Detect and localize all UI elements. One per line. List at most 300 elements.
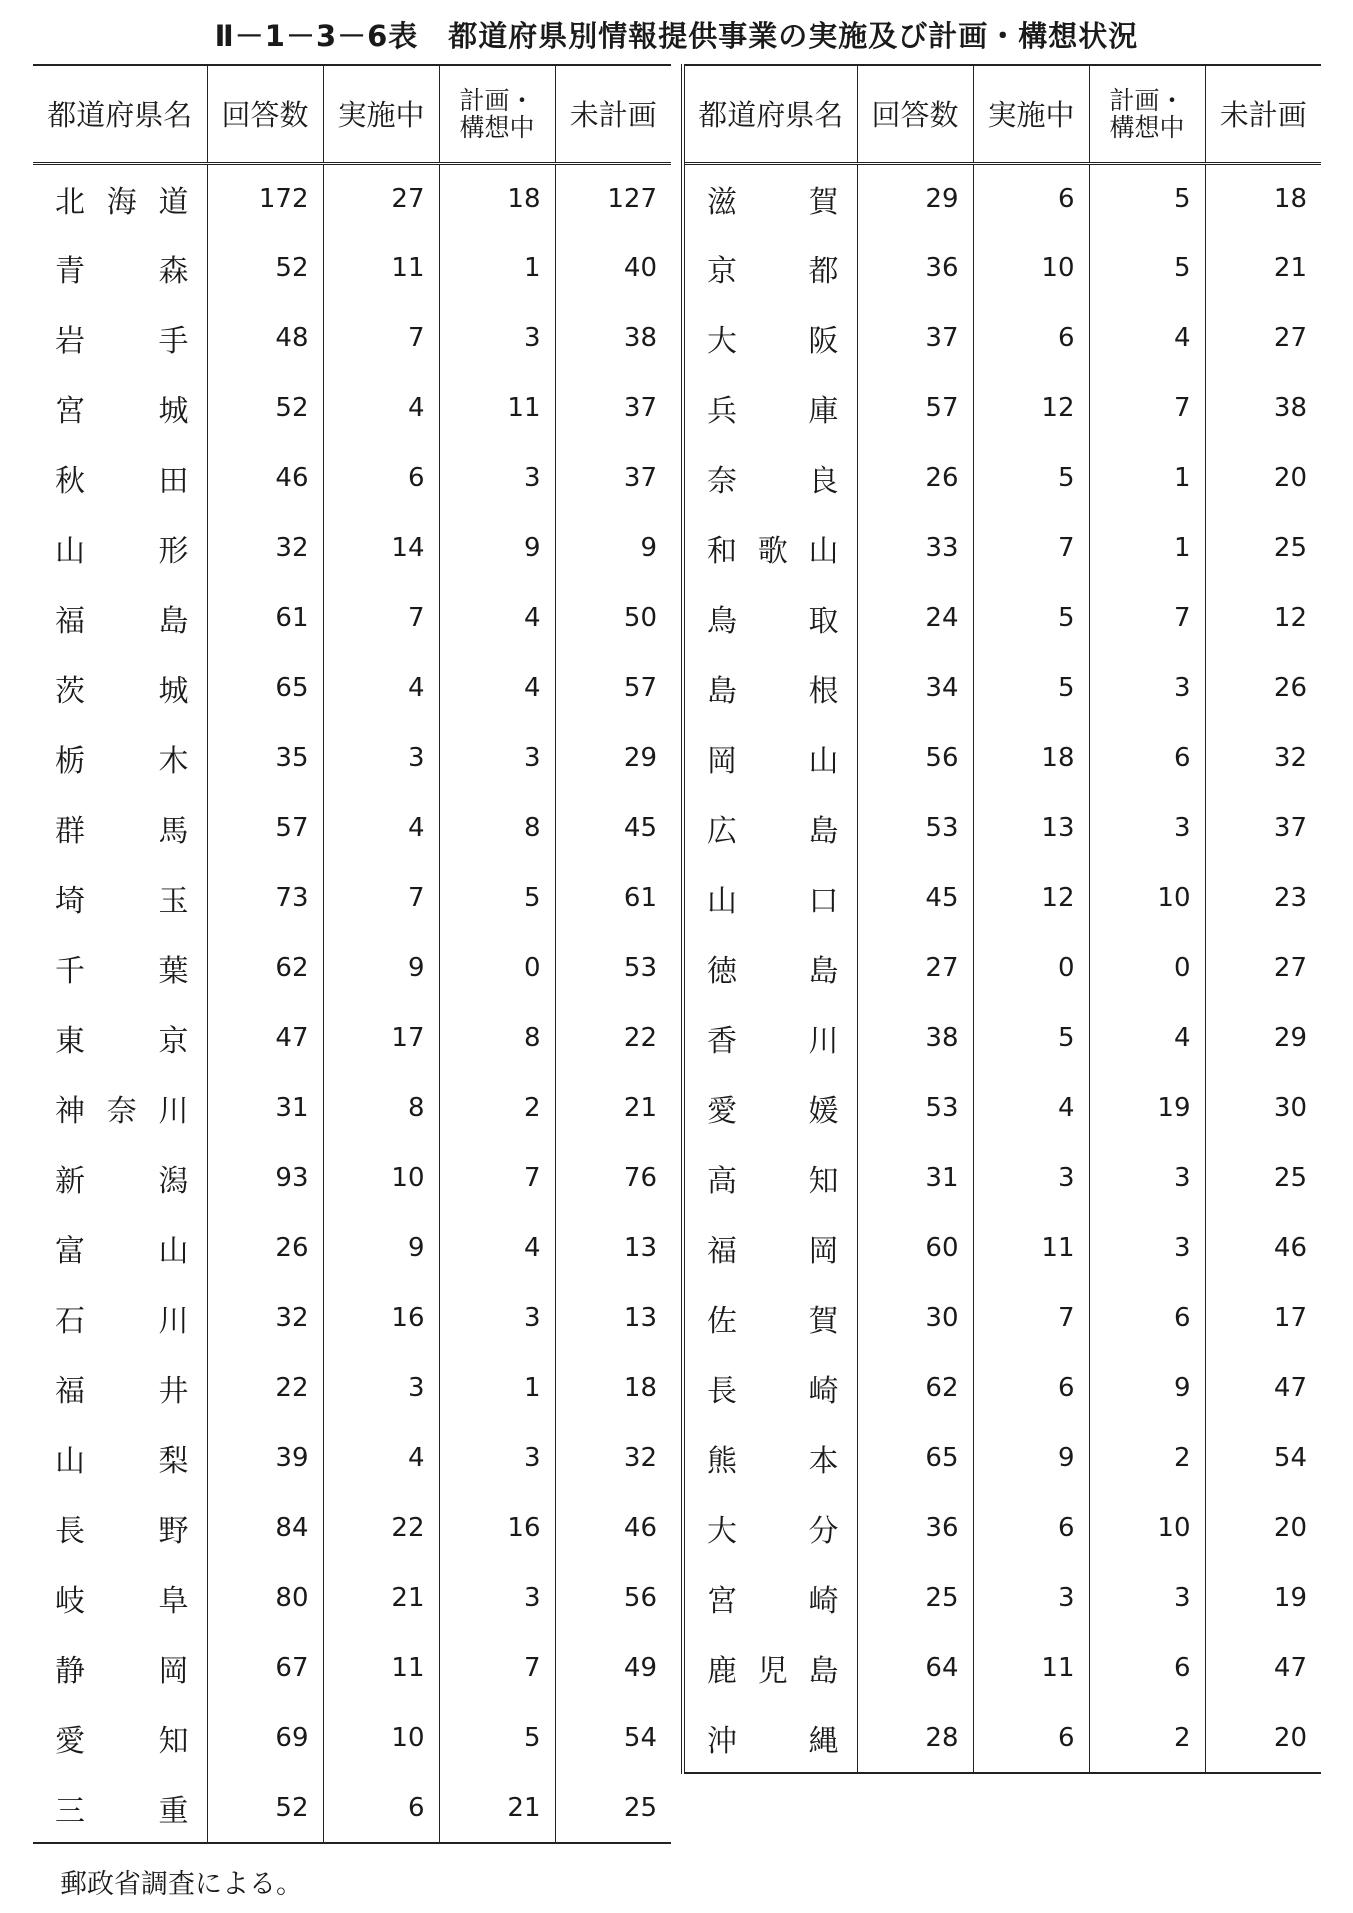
prefecture-name [707, 526, 839, 570]
unplanned-cell: 27 [1205, 933, 1321, 1003]
implementing-cell: 6 [973, 1493, 1089, 1563]
implementing-cell: 9 [973, 1423, 1089, 1493]
responses-cell: 46 [207, 443, 323, 513]
table-row [33, 1563, 671, 1633]
name-char: 歌 [757, 534, 788, 569]
table-row [33, 1003, 671, 1073]
responses-cell: 80 [207, 1563, 323, 1633]
unplanned-cell: 54 [1205, 1423, 1321, 1493]
unplanned-cell: 13 [555, 1213, 671, 1283]
name-char: 賀 [808, 184, 839, 220]
prefecture-name-cell [33, 1073, 207, 1143]
implementing-cell: 6 [973, 1353, 1089, 1423]
name-char: 口 [808, 884, 839, 919]
name-char: 富 [55, 1234, 85, 1269]
prefecture-name-cell [683, 933, 857, 1003]
name-char: 鳥 [707, 604, 737, 639]
name-char: 縄 [808, 1723, 839, 1759]
unplanned-cell: 47 [1205, 1633, 1321, 1703]
prefecture-name-cell [33, 1003, 207, 1073]
name-char: 山 [55, 1444, 85, 1479]
unplanned-cell: 50 [555, 583, 671, 653]
prefecture-name-cell [33, 1213, 207, 1283]
prefecture-name [707, 1366, 839, 1410]
unplanned-cell: 19 [1205, 1563, 1321, 1633]
implementing-cell: 6 [973, 303, 1089, 373]
unplanned-cell: 32 [1205, 723, 1321, 793]
name-char: 庫 [808, 394, 839, 429]
implementing-cell: 9 [323, 933, 439, 1003]
unplanned-cell: 37 [555, 443, 671, 513]
prefecture-name-cell [33, 933, 207, 1003]
prefecture-name [55, 1086, 189, 1130]
implementing-cell: 11 [323, 233, 439, 303]
prefecture-name [707, 246, 839, 290]
name-char: 手 [158, 324, 189, 359]
responses-cell: 57 [207, 793, 323, 863]
responses-cell: 69 [207, 1703, 323, 1773]
responses-cell: 62 [207, 933, 323, 1003]
prefecture-name-cell [33, 443, 207, 513]
prefecture-name-cell [683, 723, 857, 793]
name-char: 山 [808, 534, 839, 569]
table-row [683, 863, 1321, 933]
name-char: 鹿 [707, 1654, 737, 1689]
table-row [33, 1143, 671, 1213]
name-char: 大 [707, 1514, 737, 1549]
prefecture-name-cell [683, 793, 857, 863]
planning-cell: 21 [439, 1773, 555, 1843]
table-row [683, 1353, 1321, 1423]
implementing-cell: 10 [323, 1143, 439, 1213]
responses-cell: 35 [207, 723, 323, 793]
unplanned-cell: 38 [1205, 373, 1321, 443]
prefecture-name-cell [33, 653, 207, 723]
responses-cell: 93 [207, 1143, 323, 1213]
prefecture-name-cell [33, 583, 207, 653]
name-char: 東 [55, 1024, 85, 1059]
prefecture-name-cell [33, 233, 207, 303]
implementing-cell: 3 [323, 1353, 439, 1423]
name-char: 大 [707, 324, 737, 359]
table-title: Ⅱ－1－3－6表 都道府県別情報提供事業の実施及び計画・構想状況 [214, 19, 1139, 53]
prefecture-name-cell [683, 1283, 857, 1353]
responses-cell: 65 [207, 653, 323, 723]
col-header-responses: 回答数 [857, 65, 973, 163]
name-char: 福 [55, 1374, 85, 1409]
responses-cell: 47 [207, 1003, 323, 1073]
unplanned-cell: 76 [555, 1143, 671, 1213]
prefecture-name-cell [683, 513, 857, 583]
name-char: 愛 [707, 1094, 737, 1129]
implementing-cell: 3 [973, 1143, 1089, 1213]
responses-cell: 52 [207, 373, 323, 443]
implementing-cell: 4 [973, 1073, 1089, 1143]
name-char: 神 [55, 1094, 85, 1129]
col-header-planning [439, 65, 555, 163]
col-header-implementing: 実施中 [973, 65, 1089, 163]
unplanned-cell: 32 [555, 1423, 671, 1493]
name-char: 沖 [707, 1723, 737, 1759]
prefecture-name [707, 876, 839, 920]
table-row [683, 443, 1321, 513]
prefecture-name [707, 1716, 839, 1760]
responses-cell: 29 [857, 163, 973, 233]
prefecture-name-cell [33, 1563, 207, 1633]
table-row [33, 793, 671, 863]
responses-cell: 22 [207, 1353, 323, 1423]
name-char: 川 [158, 1094, 189, 1129]
prefecture-name-cell [683, 1493, 857, 1563]
col-header-planning [1089, 65, 1205, 163]
unplanned-cell: 25 [1205, 1143, 1321, 1213]
name-char: 高 [707, 1164, 737, 1199]
col-header-prefecture: 都道府県名 [683, 65, 857, 163]
responses-cell: 26 [207, 1213, 323, 1283]
name-char: 崎 [808, 1584, 839, 1619]
name-char: 根 [808, 674, 839, 709]
prefecture-name [707, 456, 839, 500]
prefecture-name-cell [683, 1213, 857, 1283]
prefecture-name [55, 526, 189, 570]
prefecture-name [707, 736, 839, 780]
name-char: 徳 [707, 954, 737, 989]
planning-cell: 7 [439, 1633, 555, 1703]
col-header-planning-line1: 計画・ [1109, 85, 1185, 115]
planning-cell: 3 [1089, 1213, 1205, 1283]
prefecture-name [55, 946, 189, 990]
name-char: 崎 [808, 1374, 839, 1409]
table-row [33, 163, 671, 233]
name-char: 島 [808, 1654, 839, 1689]
responses-cell: 61 [207, 583, 323, 653]
prefecture-name-cell [683, 443, 857, 513]
implementing-cell: 17 [323, 1003, 439, 1073]
responses-cell: 28 [857, 1703, 973, 1773]
table-row [683, 233, 1321, 303]
prefecture-name [55, 1156, 189, 1200]
responses-cell: 27 [857, 933, 973, 1003]
unplanned-cell: 38 [555, 303, 671, 373]
table-row [33, 443, 671, 513]
name-char: 賀 [808, 1304, 839, 1339]
unplanned-cell: 45 [555, 793, 671, 863]
unplanned-cell: 57 [555, 653, 671, 723]
responses-cell: 56 [857, 723, 973, 793]
right-table-body [683, 163, 1321, 1773]
header-row [33, 65, 671, 163]
responses-cell: 26 [857, 443, 973, 513]
implementing-cell: 3 [323, 723, 439, 793]
implementing-cell: 6 [323, 1773, 439, 1843]
prefecture-name [55, 806, 189, 850]
name-char: 形 [158, 534, 189, 569]
name-char: 川 [808, 1024, 839, 1059]
name-char: 本 [808, 1444, 839, 1479]
left-table-body [33, 163, 671, 1843]
name-char: 島 [808, 954, 839, 989]
unplanned-cell: 46 [1205, 1213, 1321, 1283]
prefecture-name [55, 1716, 189, 1760]
table-row [33, 1493, 671, 1563]
name-char: 島 [808, 814, 839, 849]
implementing-cell: 10 [973, 233, 1089, 303]
planning-cell: 6 [1089, 1633, 1205, 1703]
name-char: 岡 [707, 744, 737, 779]
planning-cell: 18 [439, 163, 555, 233]
planning-cell: 4 [439, 1213, 555, 1283]
prefecture-name-cell [683, 373, 857, 443]
implementing-cell: 7 [323, 863, 439, 933]
unplanned-cell: 21 [1205, 233, 1321, 303]
col-header-implementing: 実施中 [323, 65, 439, 163]
responses-cell: 38 [857, 1003, 973, 1073]
table-row [33, 1633, 671, 1703]
planning-cell: 9 [1089, 1353, 1205, 1423]
prefecture-name-cell [683, 1353, 857, 1423]
unplanned-cell: 25 [1205, 513, 1321, 583]
planning-cell: 3 [1089, 653, 1205, 723]
name-char: 川 [158, 1304, 189, 1339]
responses-cell: 30 [857, 1283, 973, 1353]
implementing-cell: 11 [323, 1633, 439, 1703]
prefecture-name [55, 386, 189, 430]
table-row [33, 933, 671, 1003]
responses-cell: 45 [857, 863, 973, 933]
prefecture-name-cell [33, 863, 207, 933]
table-row [33, 653, 671, 723]
prefecture-name-cell [33, 1703, 207, 1773]
name-char: 島 [158, 604, 189, 639]
table-row [683, 1563, 1321, 1633]
prefecture-name [707, 1086, 839, 1130]
planning-cell: 3 [439, 303, 555, 373]
name-char: 阪 [808, 324, 839, 359]
prefecture-name [55, 1436, 189, 1480]
name-char: 知 [808, 1164, 839, 1199]
responses-cell: 25 [857, 1563, 973, 1633]
name-char: 葉 [158, 954, 189, 989]
col-header-planning-line1: 計画・ [459, 85, 535, 115]
responses-cell: 60 [857, 1213, 973, 1283]
prefecture-name-cell [33, 1143, 207, 1213]
prefecture-name-cell [683, 653, 857, 723]
table-row [33, 1353, 671, 1423]
unplanned-cell: 25 [555, 1773, 671, 1843]
prefecture-name-cell [33, 1423, 207, 1493]
prefecture-name-cell [683, 863, 857, 933]
planning-cell: 5 [1089, 163, 1205, 233]
prefecture-name [55, 1226, 189, 1270]
name-char: 島 [707, 674, 737, 709]
planning-cell: 6 [1089, 723, 1205, 793]
name-char: 長 [55, 1514, 85, 1549]
prefecture-name [55, 876, 189, 920]
table-row [683, 793, 1321, 863]
planning-cell: 2 [439, 1073, 555, 1143]
table-row [683, 653, 1321, 723]
implementing-cell: 7 [323, 303, 439, 373]
prefecture-name-cell [33, 1493, 207, 1563]
name-char: 児 [757, 1654, 788, 1689]
prefecture-name [55, 1296, 189, 1340]
prefecture-name [707, 177, 839, 221]
implementing-cell: 18 [973, 723, 1089, 793]
unplanned-cell: 53 [555, 933, 671, 1003]
unplanned-cell: 127 [555, 163, 671, 233]
unplanned-cell: 21 [555, 1073, 671, 1143]
name-char: 千 [55, 954, 85, 989]
prefecture-name-cell [683, 1703, 857, 1773]
table-row [683, 583, 1321, 653]
responses-cell: 48 [207, 303, 323, 373]
implementing-cell: 4 [323, 653, 439, 723]
col-header-responses: 回答数 [207, 65, 323, 163]
unplanned-cell: 56 [555, 1563, 671, 1633]
planning-cell: 11 [439, 373, 555, 443]
table-row [683, 723, 1321, 793]
table-row [33, 723, 671, 793]
table-row [33, 1703, 671, 1773]
responses-cell: 67 [207, 1633, 323, 1703]
prefecture-name [55, 736, 189, 780]
responses-cell: 24 [857, 583, 973, 653]
name-char: 宮 [707, 1584, 737, 1619]
responses-cell: 33 [857, 513, 973, 583]
prefecture-name [55, 1016, 189, 1060]
prefecture-name [707, 1156, 839, 1200]
name-char: 栃 [55, 744, 85, 779]
prefecture-name [55, 1646, 189, 1690]
planning-cell: 2 [1089, 1423, 1205, 1493]
prefecture-name [707, 1436, 839, 1480]
unplanned-cell: 40 [555, 233, 671, 303]
right-data-table [681, 64, 1321, 1774]
implementing-cell: 21 [323, 1563, 439, 1633]
name-char: 知 [158, 1724, 189, 1759]
implementing-cell: 14 [323, 513, 439, 583]
name-char: 新 [55, 1164, 85, 1199]
planning-cell: 1 [439, 233, 555, 303]
name-char: 城 [158, 394, 189, 429]
name-char: 福 [707, 1234, 737, 1269]
name-char: 山 [55, 534, 85, 569]
prefecture-name-cell [683, 1143, 857, 1213]
name-char: 潟 [158, 1164, 189, 1199]
responses-cell: 64 [857, 1633, 973, 1703]
name-char: 愛 [55, 1724, 85, 1759]
unplanned-cell: 46 [555, 1493, 671, 1563]
implementing-cell: 16 [323, 1283, 439, 1353]
name-char: 岡 [808, 1234, 839, 1269]
name-char: 良 [808, 464, 839, 499]
name-char: 岡 [158, 1654, 189, 1689]
name-char: 木 [158, 744, 189, 779]
prefecture-name [707, 1646, 839, 1690]
name-char: 熊 [707, 1444, 737, 1479]
prefecture-name [707, 1576, 839, 1620]
name-char: 三 [55, 1793, 85, 1829]
prefecture-name-cell [33, 1633, 207, 1703]
planning-cell: 0 [1089, 933, 1205, 1003]
name-char: 城 [158, 674, 189, 709]
name-char: 森 [158, 254, 189, 289]
prefecture-name-cell [683, 233, 857, 303]
responses-cell: 36 [857, 233, 973, 303]
implementing-cell: 7 [973, 513, 1089, 583]
name-char: 奈 [106, 1094, 137, 1129]
name-char: 田 [158, 464, 189, 499]
table-row [683, 373, 1321, 443]
col-header-planning-line2: 構想中 [1109, 112, 1185, 142]
table-row [683, 1003, 1321, 1073]
table-row [683, 933, 1321, 1003]
prefecture-name [55, 1506, 189, 1550]
table-row [683, 513, 1321, 583]
planning-cell: 4 [1089, 303, 1205, 373]
planning-cell: 1 [439, 1353, 555, 1423]
prefecture-name [55, 177, 189, 221]
prefecture-name-cell [683, 1563, 857, 1633]
planning-cell: 2 [1089, 1703, 1205, 1773]
implementing-cell: 4 [323, 1423, 439, 1493]
prefecture-name [55, 596, 189, 640]
prefecture-name-cell [33, 303, 207, 373]
planning-cell: 3 [1089, 1563, 1205, 1633]
responses-cell: 52 [207, 1773, 323, 1843]
responses-cell: 62 [857, 1353, 973, 1423]
unplanned-cell: 47 [1205, 1353, 1321, 1423]
prefecture-name-cell [683, 163, 857, 233]
name-char: 北 [55, 184, 85, 220]
name-char: 玉 [158, 884, 189, 919]
responses-cell: 52 [207, 233, 323, 303]
implementing-cell: 5 [973, 1003, 1089, 1073]
name-char: 海 [106, 184, 137, 220]
prefecture-name [707, 1016, 839, 1060]
table-row [683, 1073, 1321, 1143]
name-char: 京 [158, 1024, 189, 1059]
unplanned-cell: 49 [555, 1633, 671, 1703]
planning-cell: 3 [439, 1423, 555, 1493]
name-char: 茨 [55, 674, 85, 709]
name-char: 梨 [158, 1444, 189, 1479]
name-char: 佐 [707, 1304, 737, 1339]
table-row [683, 1493, 1321, 1563]
table-row [33, 863, 671, 933]
name-char: 兵 [707, 394, 737, 429]
planning-cell: 3 [1089, 793, 1205, 863]
implementing-cell: 6 [323, 443, 439, 513]
table-row [33, 583, 671, 653]
responses-cell: 84 [207, 1493, 323, 1563]
prefecture-name-cell [683, 303, 857, 373]
name-char: 福 [55, 604, 85, 639]
responses-cell: 31 [207, 1073, 323, 1143]
planning-cell: 19 [1089, 1073, 1205, 1143]
planning-cell: 6 [1089, 1283, 1205, 1353]
planning-cell: 1 [1089, 513, 1205, 583]
responses-cell: 34 [857, 653, 973, 723]
unplanned-cell: 12 [1205, 583, 1321, 653]
responses-cell: 39 [207, 1423, 323, 1493]
source-note: 郵政省調査による。 [60, 1869, 303, 1900]
prefecture-name [707, 316, 839, 360]
unplanned-cell: 20 [1205, 443, 1321, 513]
responses-cell: 37 [857, 303, 973, 373]
prefecture-name-cell [33, 1283, 207, 1353]
unplanned-cell: 22 [555, 1003, 671, 1073]
